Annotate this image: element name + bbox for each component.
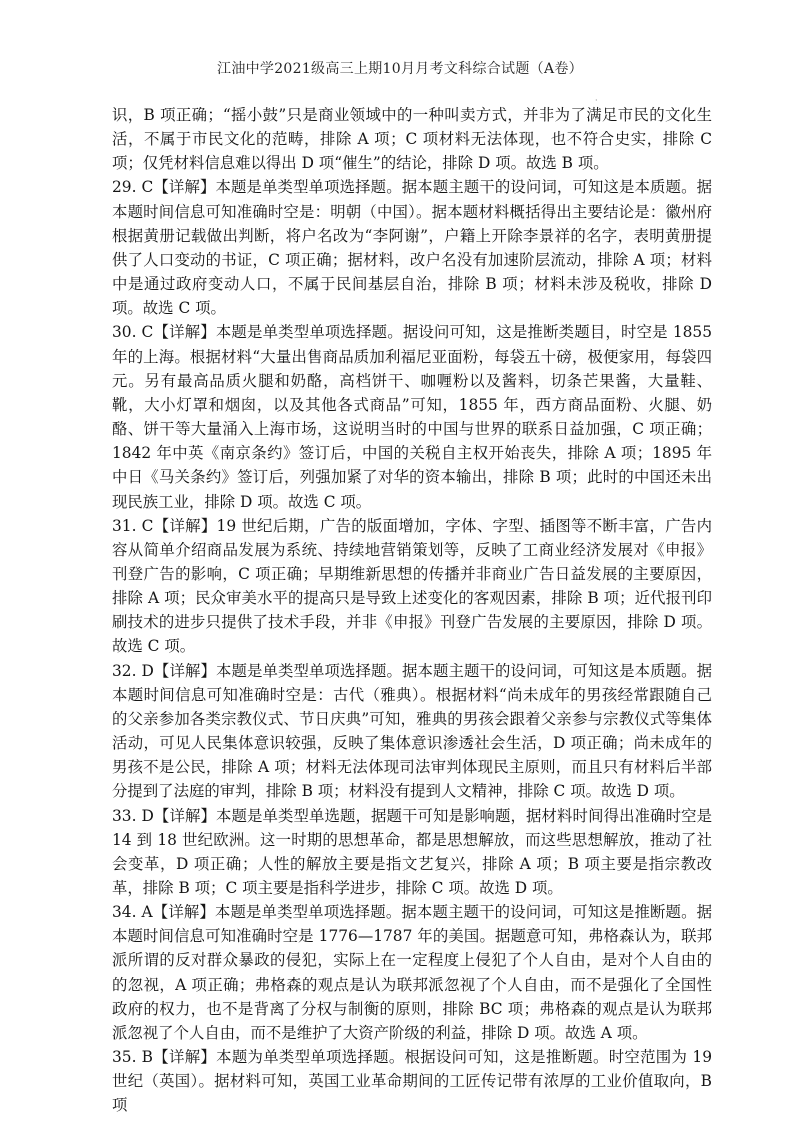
paragraph-q33: 33. D【详解】本题是单类型单选题，据题干可知是影响题，据材料时间得出准确时空是 14 到 18 世纪欧洲。这一时期的思想革命，都是思想解放，而这些思想解放，推动了社会变革，D 项正确；人性的解放主要是指文艺复兴，排除 A 项；B 项主要是指宗教改革，排除 B 项；C 项主要是指科学进步，排除 C 项。故选 D 项。 (112, 806, 712, 897)
stray-mark: · (595, 96, 598, 105)
paragraph-q34: 34. A【详解】本题是单类型单项选择题。据本题主题干的设问词，可知这是推断题。据本题时间信息可知准确时空是 1776—1787 年的美国。据题意可知，弗格森认为，联邦派所谓的反对群众暴政的侵犯，实际上在一定程度上侵犯了个人自由，是对个人自由的的忽视，A 项正确；弗格森的观点是认为联邦派忽视了个人自由，而不是强化了全国性政府的权力，也不是背离了分权与制衡的原则，排除 BC 项；弗格森的观点是认为联邦派忽视了个人自由，而不是维护了大资产阶级的利益，排除 D 项。故选 A 项。 (112, 903, 712, 1042)
paragraph-q31: 31. C【详解】19 世纪后期，广告的版面增加，字体、字型、插图等不断丰富，广告内容从简单介绍商品发展为系统、持续地营销策划等，反映了工商业经济发展对《申报》刊登广告的影响，C 项正确；早期维新思想的传播并非商业广告日益发展的主要原因，排除 A 项；民众审美水平的提高只是导致上述变化的客观因素，排除 B 项；近代报刊印刷技术的进步只提供了技术手段，并非《申报》刊登广告发展的主要原因，排除 D 项。故选 C 项。 (112, 516, 712, 656)
answer-explanations (112, 103, 712, 1118)
paragraph-q35: 35. B【详解】本题为单类型单项选择题。根据设问可知，这是推断题。时空范围为 19 世纪（英国）。据材料可知，英国工业革命期间的工匠传记带有浓厚的工业价值取向，B 项 (112, 1048, 712, 1115)
paragraph-q32: 32. D【详解】本题是单类型单项选择题。据本题主题干的设问词，可知这是本质题。据本题时间信息可知准确时空是：古代（雅典）。根据材料“尚未成年的男孩经常跟随自己的父亲参加各类宗教仪式、节日庆典”可知，雅典的男孩会跟着父亲参与宗教仪式等集体活动，可见人民集体意识较强，反映了集体意识渗透社会生活，D 项正确；尚未成年的男孩不是公民，排除 A 项；材料无法体现司法审判体现民主原则，而且只有材料后半部分提到了法庭的审判，排除 B 项；材料没有提到人文精神，排除 C 项。故选 D 项。 (112, 661, 712, 801)
paragraph-continued: 识，B 项正确；“摇小鼓”只是商业领域中的一种叫卖方式，并非为了满足市民的文化生活，不属于市民文化的范畴，排除 A 项；C 项材料无法体现，也不符合史实，排除 C 项；仅凭材料信息难以得出 D 项“催生”的结论，排除 D 项。故选 B 项。 (112, 106, 712, 173)
page-header: 江油中学2021级高三上期10月月考文科综合试题（A卷） (217, 61, 583, 77)
paragraph-q30: 30. C【详解】本题是单类型单项选择题。据设问可知，这是推断类题目，时空是 1855 年的上海。根据材料“大量出售商品质加利福尼亚面粉，每袋五十磅，极便家用，每袋四元。另有最高品质火腿和奶酪，高档饼干、咖喱粉以及酱料，切条芒果酱，大量鞋、靴，大小灯罩和烟囱，以及其他各式商品”可知，1855 年，西方商品面粉、火腿、奶酪、饼干等大量涌入上海市场，这说明当时的中国与世界的联系日益加强，C 项正确；1842 年中英《南京条约》签订后，中国的关税自主权开始丧失，排除 A 项；1895 年中日《马关条约》签订后，列强加紧了对华的资本输出，排除 B 项；此时的中国还未出现民族工业，排除 D 项。故选 C 项。 (112, 323, 712, 511)
paragraph-q29: 29. C【详解】本题是单类型单项选择题。据本题主题干的设问词，可知这是本质题。据本题时间信息可知准确时空是：明朝（中国）。据本题材料概括得出主要结论是：徽州府根据黄册记载做出判断，将户名改为“李阿谢”，户籍上开除李景祥的名字，表明黄册提供了人口变动的书证，C 项正确；据材料，改户名没有加速阶层流动，排除 A 项；材料中是通过政府变动人口，不属于民间基层自治，排除 B 项；材料未涉及税收，排除 D 项。故选 C 项。 (112, 178, 712, 318)
